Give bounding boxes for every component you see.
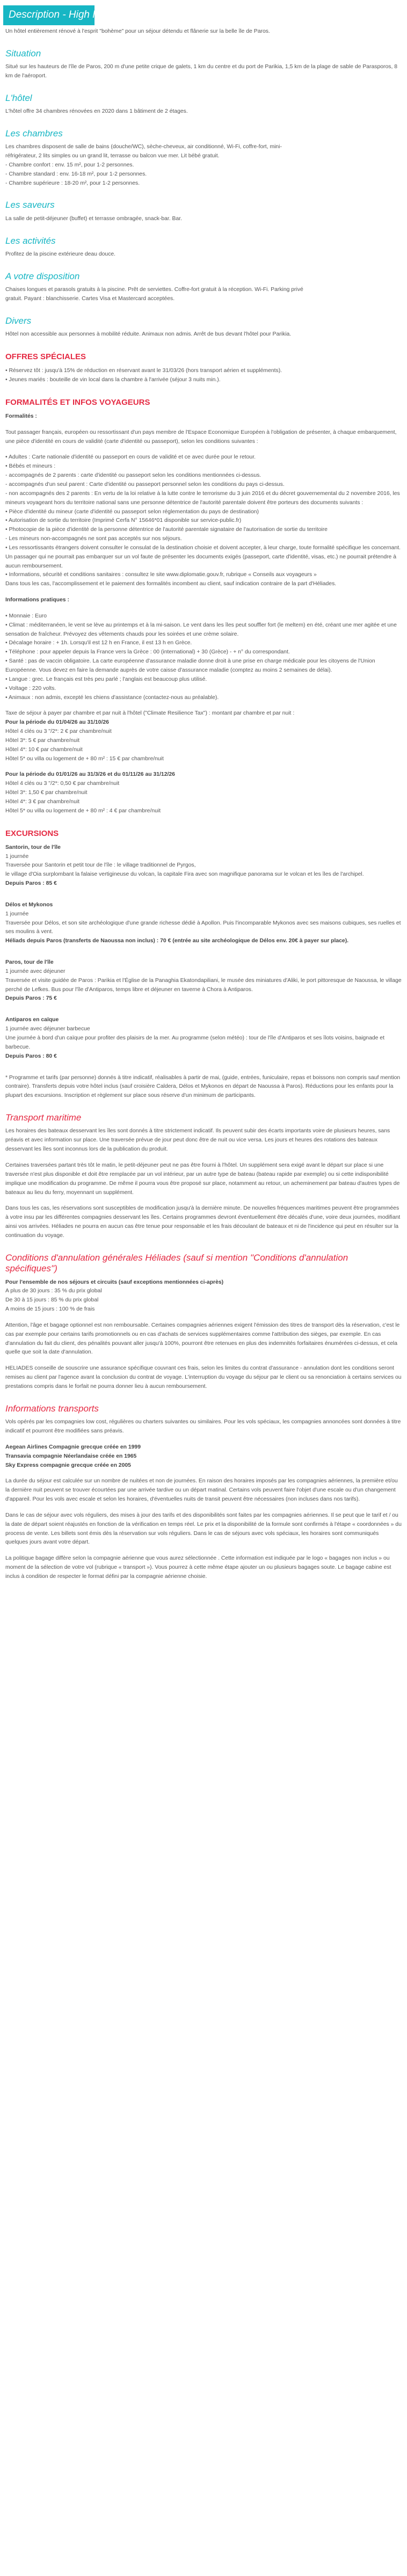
formalities-line: • Autorisation de sortie du territoire (Imprimé Cerfa N° 15646*01 disponible sur service-public.fr) <box>5 518 242 524</box>
offer-honeymoon: • Jeunes mariés : bouteille de vin local dans la chambre à l'arrivée (séjour 3 nuits min.). <box>5 377 221 383</box>
tax-block-2 <box>5 770 402 816</box>
formalities-line: • Pièce d'identité du mineur (carte d'identité ou passeport selon réglementation du pays de destination) <box>5 508 259 515</box>
practical-line: • Langue : grec. Le français est très peu parlé ; l'anglais est beaucoup plus utilisé. <box>5 676 207 682</box>
formalities-title: FORMALITÉS ET INFOS VOYAGEURS <box>5 397 150 407</box>
services-text <box>5 286 402 304</box>
formalities-paragraph: Tout passager français, européen ou ressortissant d'un pays membre de l'Espace Economique Européen à l'obligation de présenter, à chaque embarquement, une pièce d'identité en cours de validité (carte d'identité ou passeport), selon les conditions suivantes : <box>5 429 397 445</box>
misc-text: Hôtel non accessible aux personnes à mobilité réduite. Animaux non admis. Arrêt de bus devant l'hôtel pour Parikia. <box>5 331 292 338</box>
cancellation-line: A plus de 30 jours : 35 % du prix global <box>5 1288 102 1294</box>
carriers-list <box>5 1443 402 1471</box>
tax-line: Hôtel 4*: 10 € par chambre/nuit <box>5 746 83 753</box>
rooms-title: Les chambres <box>5 128 63 139</box>
practical-line: • Climat : méditerranéen, le vent se lève au printemps et à la mi-saison. Le vent dans les îles peut souffler fort (le meltem) en été, créant une mer agitée et une sensation de fraîcheur. Prévoyez des vêtements chauds pour les soirées et une crème solaire. <box>5 622 397 637</box>
page-banner <box>3 5 121 25</box>
excursion-antiparos <box>5 1016 402 1061</box>
formalities-line: - accompagnés de 2 parents : carte d'identité ou passeport selon les conditions mentionnées ci-dessus. <box>5 472 261 479</box>
rooms-text <box>5 143 402 188</box>
carrier-item: Aegean Airlines Compagnie grecque créée en 1999 <box>5 1444 141 1450</box>
tax-line: Hôtel 3*: 5 € par chambre/nuit <box>5 737 80 744</box>
activities-title: Les activités <box>5 235 56 246</box>
excursion-price: Depuis Paros : 75 € <box>5 995 57 1002</box>
cancellation-line: De 30 à 15 jours : 85 % du prix global <box>5 1297 99 1304</box>
tax-line: Hôtel 4 clés ou 3 "/2*: 0,50 € par chambre/nuit <box>5 781 120 787</box>
formalities-line: • Les ressortissants étrangers doivent consulter le consulat de la destination choisie et doivent accepter, à leur charge, toute formalité spécifique les concernant. Un passager qui ne pourrait pas embarquer sur un vol faute de présenter les documents exigés (passeport, carte d'identité, visas, etc.) ne pourrait prétendre à aucun remboursement. <box>5 544 401 569</box>
hotel-title: L'hôtel <box>5 92 32 103</box>
rooms-line: - Chambre standard : env. 16-18 m², pour 1-2 personnes. <box>5 171 147 177</box>
excursion-price: Depuis Paros : 80 € <box>5 1053 57 1059</box>
excursions-note: * Programme et tarifs (par personne) donnés à titre indicatif, réalisables à partir de mai, (guide, entrées, funiculaire, repas et boissons non compris sauf mention contraire). Transferts depuis votre hôtel inclus (sauf croisière Caldera, Délos et Mykonos en départ de Naoussa à Paros). Réductions pour les enfants pour la plupart des excursions. Inscription et règlement sur place sous réserve d'un minimum de participants. <box>5 1074 401 1099</box>
practical-list <box>5 612 402 702</box>
tax-line: Hôtel 5* ou villa ou logement de + 80 m² : 4 € par chambre/nuit <box>5 807 161 814</box>
cancellation-line: Pour l'ensemble de nos séjours et circuits (sauf exceptions mentionnées ci-après) <box>5 1279 224 1285</box>
excursions-title: EXCURSIONS <box>5 828 59 838</box>
flavors-text: La salle de petit-déjeuner (buffet) et terrasse ombragée, snack-bar. Bar. <box>5 215 183 222</box>
excursion-line: 1 journée <box>5 911 29 917</box>
formalities-line: • Photocopie de la pièce d'identité de la personne détentrice de l'autorité parentale signataire de l'autorisation de sortie du territoire <box>5 527 328 533</box>
situation-title: Situation <box>5 48 41 59</box>
tax-period-1: Pour la période du 01/04/26 au 31/10/26 <box>5 719 109 726</box>
transport-p3: Dans tous les cas, les réservations sont susceptibles de modification jusqu'à la dernière minute. De nouvelles fréquences maritimes peuvent être programmées à votre insu par les différentes compagnies desservant les îles. Certains programmes devront éventuellement être décalés d'une, voire deux journées, modifiant ainsi vos arrivées. Héliades ne pourra en aucun cas être tenue pour responsable et les frais découlant de bateaux et ni de l'incidence qui peut en résulter sur la continuation du voyage. <box>5 1205 401 1239</box>
cancellation-p1: Attention, l'âge et bagage optionnel est non remboursable. Certaines compagnies aériennes exigent l'émission des titres de transport dès la réservation, c'est le cas par exemple pour certains tarifs promotionnels ou en cas d'achats de services supplémentaires comme l'attribution des sièges, par exemple. En cas d'annulation du fait du client, des pénalités pouvant aller jusqu'à 100%, pourront être retenues en plus des indemnités forfaitaires énumérées ci-dessus, et cela quelle que soit la date d'annulation. <box>5 1322 400 1356</box>
carrier-item: Transavia compagnie Néerlandaise créée en 1965 <box>5 1453 137 1459</box>
practical-line: • Voltage : 220 volts. <box>5 685 56 692</box>
carrier-item: Sky Express compagnie grecque créée en 2005 <box>5 1462 131 1468</box>
content <box>0 27 407 1582</box>
excursion-paros <box>5 958 402 1003</box>
excursion-line: 1 journée <box>5 853 29 860</box>
cancellation-fees <box>5 1278 402 1314</box>
excursion-line: Traversée pour Santorin et petit tour de l'île : le village traditionnel de Pyrgos, <box>5 862 196 869</box>
practical-line: • Décalage horaire : + 1h. Lorsqu'il est 12 h en France, il est 13 h en Grèce. <box>5 640 192 646</box>
cancellation-line: A moins de 15 jours : 100 % de frais <box>5 1306 95 1313</box>
cancellation-p2: HELIADES conseille de souscrire une assurance spécifique couvrant ces frais, selon les limites du contrat d'assurance - annulation dont les conditions seront remises au client par l'agence avant la conclusion du contrat de voyage. L'interruption du voyage du séjour par le client ou sa renonciation à certains services ou prestations compris dans le forfait ne pourra donner lieu à aucun remboursement. <box>5 1365 402 1389</box>
practical-title: Informations pratiques : <box>5 597 69 603</box>
excursion-line: Une journée à bord d'un caïque pour profiter des plaisirs de la mer. Au programme (selon météo) : tour de l'île d'Antiparos et ses îlots voisins, baignade et barbecue. <box>5 1035 384 1050</box>
excursion-delos <box>5 901 402 946</box>
formalities-line: - Les mineurs non-accompagnés ne sont pas acceptés sur nos séjours. <box>5 536 182 542</box>
activities-text: Profitez de la piscine extérieure deau douce. <box>5 251 116 258</box>
cancellation-title: Conditions d'annulation générales Héliades (sauf si mention "Conditions d'annulation spécifiques") <box>5 1252 348 1274</box>
formalities-subtitle-text: Formalités : <box>5 413 37 419</box>
excursion-santorini <box>5 843 402 889</box>
info-p3: Dans le cas de séjour avec vols réguliers, des mises à jour des tarifs et des disponibilités sont faites par les compagnies aériennes. Il se peut que le tarif et / ou la date de départ soient réajustés en fonction de la vérification en temps réel. Le prix et la disponibilité de la formule sont confirmés à l'étape « coordonnées » du process de vente. Les billets sont émis dès la réservation sur vols réguliers. Dans le cas de séjours avec vols spéciaux, les horaires sont communiqués quelques jours avant votre départ. <box>5 1512 402 1546</box>
misc-title: Divers <box>5 316 32 326</box>
excursion-price: Héliads depuis Paros (transferts de Naoussa non inclus) : 70 € (entrée au site archéologique de Délos env. 20€ à payer sur place). <box>5 938 349 944</box>
tax-line: Hôtel 4*: 3 € par chambre/nuit <box>5 798 80 805</box>
excursion-line: Traversée et visite guidée de Paros : Parikia et l'Église de la Panaghia Ekatondapiliani, le musée des miniatures d'Aliki, le port pittoresque de Naoussa, le village perché de Lefkes. Bus pour l'île d'Antiparos, temps libre et déjeuner en taverne à Chora à Antiparos. <box>5 977 402 993</box>
tax-line: Hôtel 4 clés ou 3 "/2*: 2 € par chambre/nuit <box>5 729 112 735</box>
excursion-name: Santorin, tour de l'île <box>5 844 61 850</box>
situation-text: Situé sur les hauteurs de l'île de Paros, 200 m d'une petite crique de galets, 1 km du centre et du port de Parikia, 1,5 km de la plage de sable de Parasporos, 8 km de l'aéroport. <box>5 63 398 79</box>
transport-p2: Certaines traversées partant très tôt le matin, le petit-déjeuner peut ne pas être fourni à l'hôtel. Un supplément sera exigé avant le départ sur place si une traversée n'est plus disponible et doit être remplacée par un vol intérieur, par un autre type de bateau (bateau rapide par exemple) ou si cette indisponibilité implique une modification du programme. De même il pourra vous être proposé sur place, notamment au retour, un acheminement par bateau d'autres types de bateaux au lieu du ferry, moyennant un supplément. <box>5 1162 400 1196</box>
formalities-line: • Informations, sécurité et conditions sanitaires : consultez le site www.diplomatie.gouv.fr, rubrique « Conseils aux voyageurs » <box>5 572 317 578</box>
rooms-line: - Chambre supérieure : 18-20 m², pour 1-2 personnes. <box>5 180 140 186</box>
offers-text <box>5 367 402 385</box>
excursion-line: Traversée pour Délos, et son site archéologique d'une grande richesse dédié à Apollon. Puis l'incomparable Mykonos avec ses maisons cubiques, ses ruelles et ses moulins à vent. <box>5 920 401 935</box>
excursion-line: 1 journée avec déjeuner <box>5 968 66 974</box>
info-title: Informations transports <box>5 1403 99 1414</box>
practical-line: • Monnaie : Euro <box>5 613 47 619</box>
info-p4: La politique bagage diffère selon la compagnie aérienne que vous aurez sélectionnée . Cette information est indiquée par le logo « bagages non inclus » ou moment de la sélection de votre vol (rubrique « transport »). Vous pourrez à cette même étape ajouter un ou plusieurs bagages soute. Le bagage cabine est inclus à condition de respecter le format défini par la compagnie aérienne choisie. <box>5 1555 391 1580</box>
excursion-name: Paros, tour de l'île <box>5 959 54 966</box>
excursion-price: Depuis Paros : 85 € <box>5 881 57 887</box>
offers-title: OFFRES SPÉCIALES <box>5 352 86 362</box>
formalities-line: • Adultes : Carte nationale d'identité ou passeport en cours de validité et ce avec durée pour le retour. <box>5 454 256 461</box>
offer-early-booking: • Réservez tôt : jusqu'à 15% de réduction en réservant avant le 31/03/26 (hors transport aérien et suppléments). <box>5 368 282 374</box>
banner-title: Description - High Mill 4* <box>9 9 121 20</box>
formalities-subtitle <box>5 412 402 421</box>
services-line: gratuit. Payant : blanchisserie. Cartes Visa et Mastercard acceptées. <box>5 296 175 302</box>
formalities-line: Dans tous les cas, l'accomplissement et le paiement des formalités incombent au client, sauf indication contraire de la part d'Héliades. <box>5 581 337 587</box>
formalities-line: - non accompagnés des 2 parents : En vertu de la loi relative à la lutte contre le terrorisme du 3 juin 2016 et du décret gouvernemental du 2 novembre 2016, les mineurs voyageant hors du territoire national sans une personne détentrice de l'autorité parentale doivent être porteurs des documents suivants : <box>5 490 400 506</box>
transport-title: Transport maritime <box>5 1112 82 1123</box>
practical-line: • Santé : pas de vaccin obligatoire. La carte européenne d'assurance maladie donne droit à une prise en charge médicale pour les citoyens de l'Union Européenne. Vous devez en faire la demande auprès de votre caisse d'assurance maladie (comptez au moins 2 semaines de délai). <box>5 658 375 674</box>
practical-subtitle <box>5 596 402 605</box>
rooms-line: Les chambres disposent de salle de bains (douche/WC), sèche-cheveux, air conditionné, Wi-Fi, coffre-fort, mini- <box>5 144 282 150</box>
formalities-list <box>5 453 402 589</box>
rooms-line: - Chambre confort : env. 15 m², pour 1-2 personnes. <box>5 162 134 168</box>
rooms-line: réfrigérateur, 2 lits simples ou un grand lit, terrasse ou balcon vue mer. Lit bébé gratuit. <box>5 153 220 159</box>
transport-p1: Les horaires des bateaux desservant les îles sont donnés à titre strictement indicatif. Ils peuvent subir des écarts importants voire de plusieurs heures, sans préavis et avec information sur place. Une traversée prévue de jour peut donc être de nuit ou vice versa. Les jours et heures des rotations des bateaux desservant les îles sont inconnus lors de la publication du produit. <box>5 1128 390 1153</box>
flavors-title: Les saveurs <box>5 200 55 210</box>
hotel-text: L'hôtel offre 34 chambres rénovées en 2020 dans 1 bâtiment de 2 étages. <box>5 108 188 114</box>
formalities-line: - accompagnés d'un seul parent : Carte d'identité ou passeport personnel selon les conditions du pays ci-dessus. <box>5 481 285 487</box>
excursion-name: Délos et Mykonos <box>5 901 53 908</box>
services-line: Chaises longues et parasols gratuits à la piscine. Prêt de serviettes. Coffre-fort gratuit à la réception. Wi-Fi. Parking privé <box>5 287 303 293</box>
excursion-line: le village d'Oia surplombant la falaise vertigineuse du volcan, la capitale Fira avec son magnifique panorama sur le volcan et les îles de l'archipel. <box>5 871 364 878</box>
tax-line: Hôtel 3*: 1,50 € par chambre/nuit <box>5 790 88 796</box>
info-p1: Vols opérés par les compagnies low cost, régulières ou charters suivantes ou similaires. Pour les vols spéciaux, les compagnies annoncées sont données à titre indicatif et pourront être modifiées sans préavis. <box>5 1419 401 1435</box>
excursion-name: Antiparos en caïque <box>5 1017 59 1023</box>
excursion-line: 1 journée avec déjeuner barbecue <box>5 1026 90 1032</box>
practical-line: • Téléphone : pour appeler depuis la France vers la Grèce : 00 (international) + 30 (Grèce) - + n° du correspondant. <box>5 649 290 656</box>
tax-line: Hôtel 5* ou villa ou logement de + 80 m² : 15 € par chambre/nuit <box>5 755 164 762</box>
intro-text: Un hôtel entièrement rénové à l'esprit "bohème" pour un séjour détendu et flânerie sur la belle île de Paros. <box>5 28 270 34</box>
tax-line: Taxe de séjour à payer par chambre et par nuit à l'hôtel ("Climate Resilience Tax") : montant par chambre et par nuit : <box>5 710 295 717</box>
info-p2: La durée du séjour est calculée sur un nombre de nuitées et non de journées. En raison des horaires imposés par les compagnies aériennes, la première et/ou la dernière nuit peuvent se trouver écourtées par une arrivée tardive ou un départ matinal. Certains vols peuvent faire l'objet d'une escale ou d'un changement d'appareil. Pour les vols avec escale et selon les horaires, d'éventuelles nuits de transit peuvent être nécessaires (non incluses dans nos tarifs). <box>5 1478 398 1503</box>
tax-block <box>5 709 402 763</box>
formalities-line: • Bébés et mineurs : <box>5 463 56 470</box>
services-title: A votre disposition <box>5 271 80 281</box>
tax-period-2: Pour la période du 01/01/26 au 31/3/26 et du 01/11/26 au 31/12/26 <box>5 772 175 778</box>
practical-line: • Animaux : non admis, excepté les chiens d'assistance (contactez-nous au préalable). <box>5 694 219 701</box>
